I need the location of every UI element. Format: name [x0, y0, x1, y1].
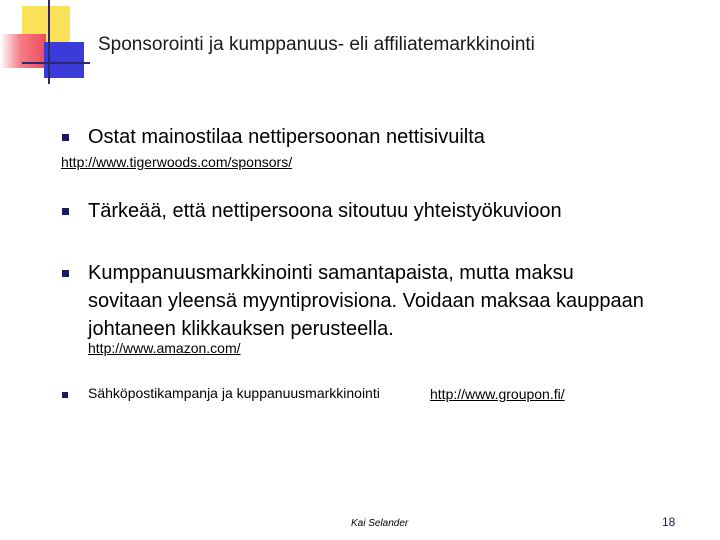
link-groupon[interactable]: http://www.groupon.fi/	[430, 386, 565, 402]
bullet-square-icon	[62, 134, 69, 141]
footer-author: Kai Selander	[351, 518, 409, 529]
logo-vertical-line	[48, 0, 50, 84]
page-number: 18	[662, 515, 676, 529]
link-amazon[interactable]: http://www.amazon.com/	[88, 340, 241, 356]
bullet-text-1: Ostat mainostilaa nettipersoonan nettisivuilta	[88, 126, 485, 148]
bullet-square-icon	[62, 270, 69, 277]
logo-horizontal-line	[22, 62, 90, 64]
bullet-square-icon	[62, 392, 68, 398]
slide-title: Sponsorointi ja kumppanuus- eli affiliatemarkkinointi	[98, 34, 535, 55]
bullet-text-3: Kumppanuusmarkkinointi samantapaista, mutta maksu sovitaan yleensä myyntiprovisiona. Voidaan maksaa kauppaan johtaneen klikkauksen perusteella.	[88, 262, 644, 340]
bullet-text-2: Tärkeää, että nettipersoona sitoutuu yhteistyökuvioon	[88, 200, 562, 222]
logo-blue-square	[44, 42, 84, 78]
bullet-square-icon	[62, 208, 69, 215]
bullet-text-4: Sähköpostikampanja ja kuppanuusmarkkinointi	[88, 385, 380, 401]
decorative-logo	[0, 0, 90, 90]
link-tigerwoods[interactable]: http://www.tigerwoods.com/sponsors/	[61, 154, 293, 170]
